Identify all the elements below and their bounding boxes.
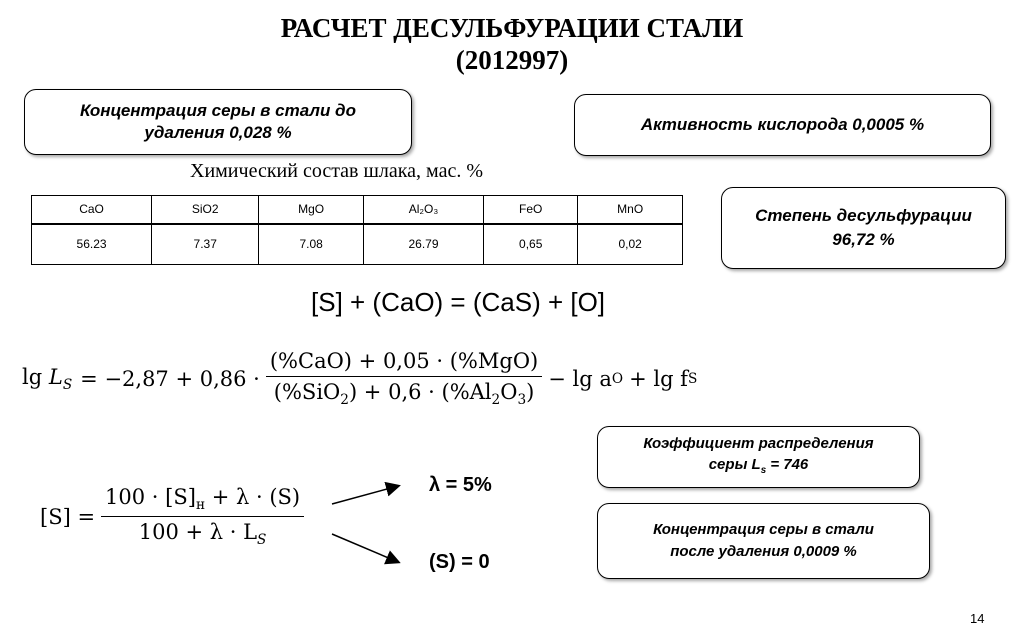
formula1-den-part: )	[526, 380, 535, 404]
formula2-denominator	[135, 517, 271, 548]
formula2-den-sub: S	[257, 532, 267, 549]
formula1-numerator: (%CaO) + 0,05 · (%MgO)	[266, 349, 542, 377]
result-arrows	[320, 470, 410, 580]
title-line-1: РАСЧЕТ ДЕСУЛЬФУРАЦИИ СТАЛИ	[280, 13, 744, 43]
formula2-lhs: [S] =	[40, 504, 96, 529]
formula1-fraction	[266, 349, 542, 408]
desulf-degree-line-2: 96,72 %	[832, 230, 895, 249]
distribution-coefficient-formula	[22, 349, 697, 408]
final-sulfur-line-2: после удаления 0,0009 %	[670, 543, 857, 560]
arrow-down-icon	[332, 534, 398, 562]
distribution-coefficient-box	[597, 426, 920, 488]
distribution-line-1: Коэффициент распределения	[643, 435, 874, 452]
title-line-2: (2012997)	[455, 45, 569, 75]
formula1-lg: lg	[22, 364, 43, 389]
distribution-line-2-sub: s	[760, 465, 767, 476]
distribution-line-2	[643, 454, 873, 481]
formula2-num-sub: н	[195, 497, 206, 514]
table-header-row	[32, 196, 683, 224]
sulfur-balance-formula	[40, 485, 310, 548]
table-header-cell: MnO	[578, 196, 683, 224]
formula1-a-sub: O	[611, 370, 624, 387]
formula1-denominator	[270, 377, 539, 408]
initial-sulfur-line-1: Концентрация серы в стали до	[80, 101, 356, 120]
arrow-up-icon	[332, 486, 398, 504]
formula1-f-sub: S	[687, 370, 698, 387]
formula1-lg-f: + lg f	[629, 366, 688, 391]
reaction-equation: [S] + (CaO) = (CaS) + [O]	[311, 287, 606, 317]
formula1-den-part: (%SiO	[273, 380, 341, 404]
table-header-cell: FeO	[484, 196, 578, 224]
formula1-lhs	[22, 365, 72, 393]
formula2-num-part: + λ · (S)	[205, 485, 301, 509]
slag-composition-table	[31, 195, 683, 265]
formula2-den-part: 100 + λ · L	[138, 520, 258, 545]
lambda-value: λ = 5%	[429, 474, 492, 496]
distribution-line-2-suffix: = 746	[766, 456, 809, 473]
final-sulfur-line-1: Концентрация серы в стали	[653, 521, 874, 538]
table-cell: 0,02	[578, 224, 683, 265]
formula2-num-part: 100 · [S]	[105, 485, 196, 509]
table-header-cell: SiO2	[152, 196, 259, 224]
slag-table-caption: Химический состав шлака, мас. %	[190, 160, 483, 182]
distribution-line-2-prefix: серы L	[708, 456, 761, 473]
formula1-den-part: ) + 0,6 · (%Al	[348, 380, 492, 404]
formula1-den-sub: 2	[340, 392, 349, 409]
table-row	[32, 224, 683, 265]
formula1-L-sub: S	[62, 376, 73, 393]
formula1-constant: = −2,87 + 0,86 ·	[80, 366, 260, 391]
initial-sulfur-box	[24, 89, 412, 155]
table-cell: 26.79	[363, 224, 483, 265]
table-cell: 0,65	[484, 224, 578, 265]
table-cell: 7.37	[152, 224, 259, 265]
formula1-lg-a: − lg a	[548, 366, 612, 391]
table-header-cell: CaO	[32, 196, 152, 224]
table-header-cell: MgO	[259, 196, 364, 224]
desulfurization-degree-box	[721, 187, 1006, 269]
formula1-den-sub: 2	[491, 392, 501, 409]
table-header-cell: Al₂O₃	[363, 196, 483, 224]
formula1-L: L	[48, 364, 63, 389]
formula2-numerator	[101, 485, 304, 517]
slag-sulfur-value: (S) = 0	[429, 551, 490, 573]
final-sulfur-box	[597, 503, 930, 579]
oxygen-activity-text: Активность кислорода 0,0005 %	[640, 115, 925, 134]
formula1-den-part: O	[500, 380, 518, 404]
formula2-fraction	[101, 485, 304, 548]
desulf-degree-line-1: Степень десульфурации	[755, 206, 972, 225]
oxygen-activity-box	[574, 94, 991, 156]
page-title	[0, 12, 1024, 76]
initial-sulfur-line-2: удаления 0,028 %	[144, 123, 292, 142]
table-cell: 7.08	[259, 224, 364, 265]
table-cell: 56.23	[32, 224, 152, 265]
page-number: 14	[970, 611, 985, 626]
formula1-den-sub: 3	[517, 392, 527, 409]
